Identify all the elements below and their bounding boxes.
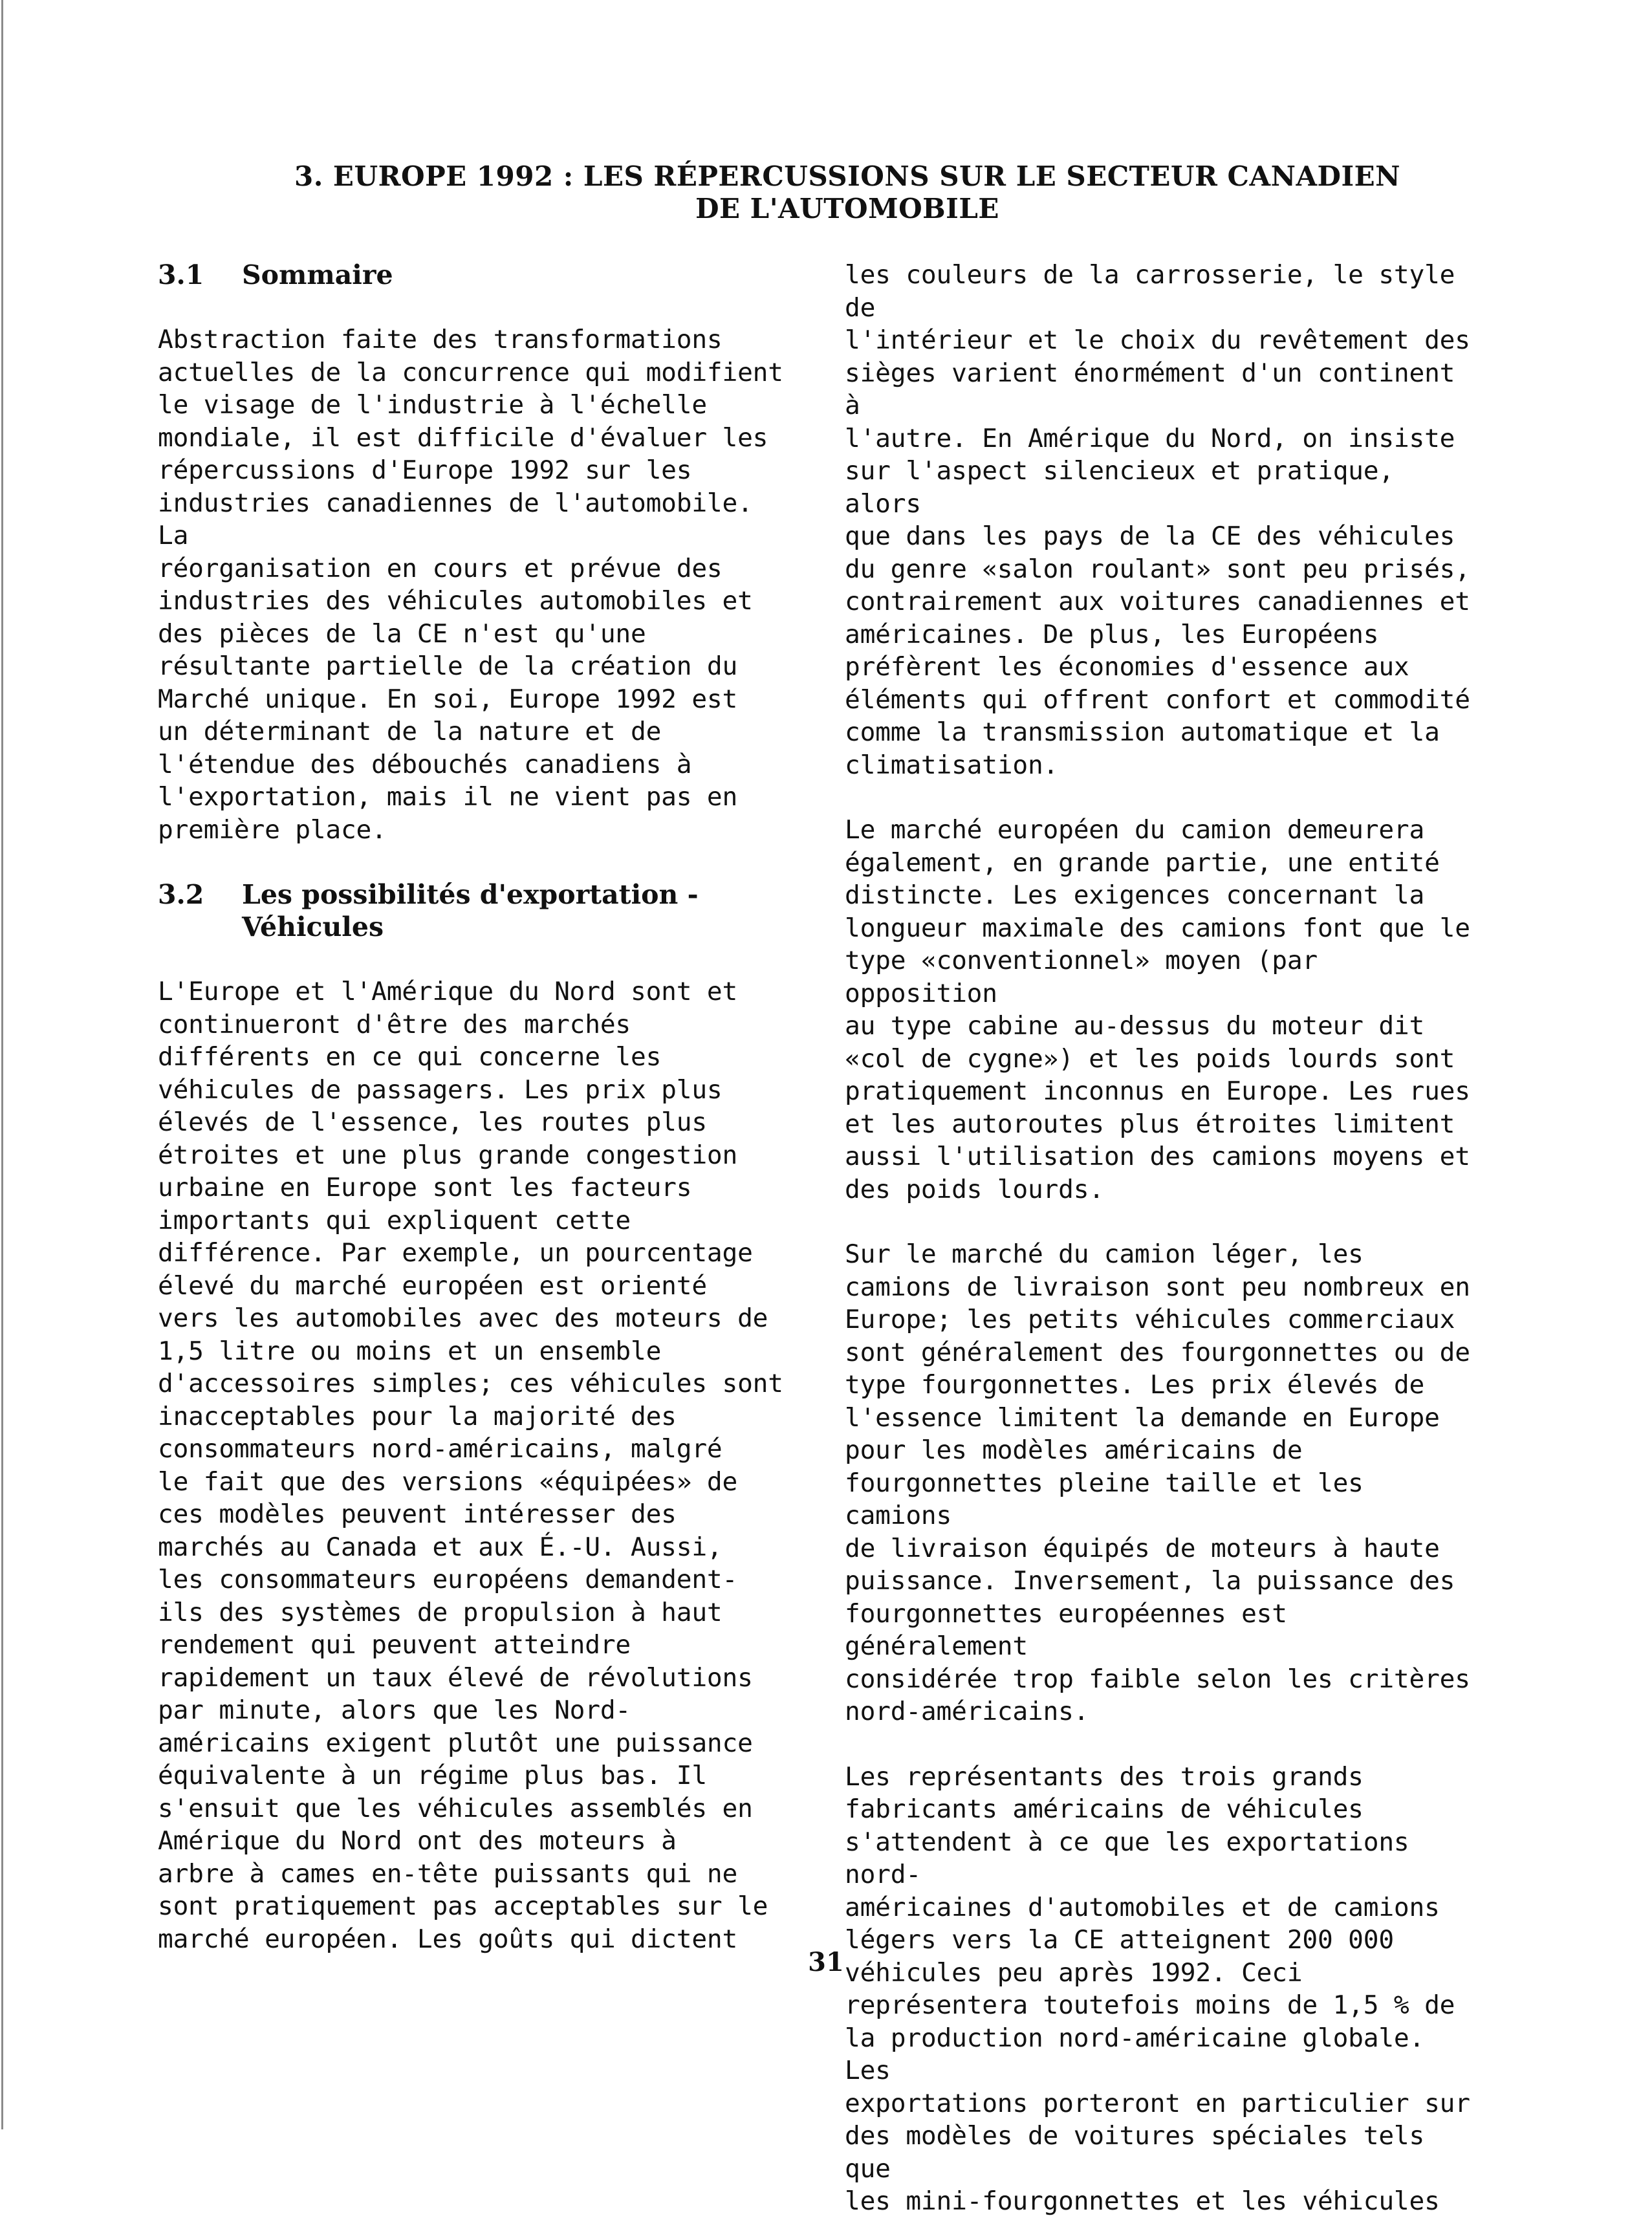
right-column: [845, 259, 1479, 2218]
section-heading-3-1: [158, 259, 792, 291]
paragraph-marche-camion: Le marché européen du camion demeurera également, en grande partie, une entité distincte. Les exigences concernant la longueur maximale des camions font que le type «conventionnel» moyen (par opposition au type cabine au-dessus du moteur dit «col de cygne») et les poids lourds sont pratiquement inconnus en Europe. Les rues et les autoroutes plus étroites limitent aussi l'utilisation des camions moyens et des poids lourds.: [845, 815, 1470, 1204]
section-number: 3.1: [158, 259, 204, 290]
section-title-line-2: Véhicules: [242, 911, 384, 942]
paragraph-sommaire: Abstraction faite des transformations actuelles de la concurrence qui modifient le visage de l'industrie à l'échelle mondiale, il est difficile d'évaluer les répercussions d'Europe 1992 sur les industries canadiennes de l'automobile. La réorganisation en cours et prévue des industries des véhicules automobiles et des pièces de la CE n'est qu'une résultante partielle de la création du Marché unique. En soi, Europe 1992 est un déterminant de la nature et de l'étendue des débouchés canadiens à l'exportation, mais il ne vient pas en première place.: [158, 325, 783, 845]
paragraph-representants: Les représentants des trois grands fabricants américains de véhicules s'attendent à ce que les exportations nord- américaines d'automobiles et de camions légers vers la CE atteignent 200 000 véhicules peu après 1992. Ceci représentera toutefois moins de 1,5 % de la production nord-américaine globale. Les exportations porteront en particulier sur des modèles de voitures spéciales tels que les mini-fourgonnettes et les véhicules: [845, 1761, 1470, 2216]
paragraph-couleurs: les couleurs de la carrosserie, le style de l'intérieur et le choix du revêtement des sièges varient énormément d'un continent à l'autre. En Amérique du Nord, on insiste sur l'aspect silencieux et pratique, alors que dans les pays de la CE des véhicules du genre «salon roulant» sont peu prisés, contrairement aux voitures canadiennes et américaines. De plus, les Européens préfèrent les économies d'essence aux éléments qui offrent confort et commodité comme la transmission automatique et la climatisation.: [845, 260, 1470, 780]
section-number: 3.2: [158, 879, 204, 910]
page-number: 31: [808, 1947, 844, 1977]
chapter-title-line-1: 3. EUROPE 1992 : LES RÉPERCUSSIONS SUR LE SECTEUR CANADIEN: [294, 160, 1401, 192]
scan-edge-line: [1, 0, 3, 2129]
paragraph-camion-leger: Sur le marché du camion léger, les camions de livraison sont peu nombreux en Europe; les petits véhicules commerciaux sont généralement des fourgonnettes ou de type fourgonnettes. Les prix élevés de l'essence limitent la demande en Europe pour les modèles américains de fourgonnettes pleine taille et les camions de livraison équipés de moteurs à haute puissance. Inversement, la puissance des fourgonnettes européennes est généralement considérée trop faible selon les critères nord-américains.: [845, 1239, 1470, 1726]
paragraph-vehicules: L'Europe et l'Amérique du Nord sont et continueront d'être des marchés différents en ce qui concerne les véhicules de passagers. Les prix plus élevés de l'essence, les routes plus étroites et une plus grande congestion urbaine en Europe sont les facteurs importants qui expliquent cette différence. Par exemple, un pourcentage élevé du marché européen est orienté vers les automobiles avec des moteurs de 1,5 litre ou moins et un ensemble d'accessoires simples; ces véhicules sont inacceptables pour la majorité des consommateurs nord-américains, malgré le fait que des versions «équipées» de ces modèles peuvent intéresser des marchés au Canada et aux É.-U. Aussi, les consommateurs européens demandent- ils des systèmes de propulsion à haut rendement qui peuvent atteindre rapidement un taux élevé de révolutions par minute, alors que les Nord- américains exigent plutôt une puissance équivalente à un régime plus bas. Il s'ensuit que les véhicules assemblés en Amérique du Nord ont des moteurs à arbre à cames en-tête puissants qui ne sont pratiquement pas acceptables sur le marché européen. Les goûts qui dictent: [158, 977, 783, 1954]
left-column: [158, 259, 792, 1955]
section-heading-3-2: [158, 878, 792, 943]
chapter-title-line-2: DE L'AUTOMOBILE: [695, 193, 999, 224]
section-title: Sommaire: [242, 259, 393, 290]
section-title-line-1: Les possibilités d'exportation -: [242, 879, 699, 910]
chapter-title: [155, 160, 1539, 225]
